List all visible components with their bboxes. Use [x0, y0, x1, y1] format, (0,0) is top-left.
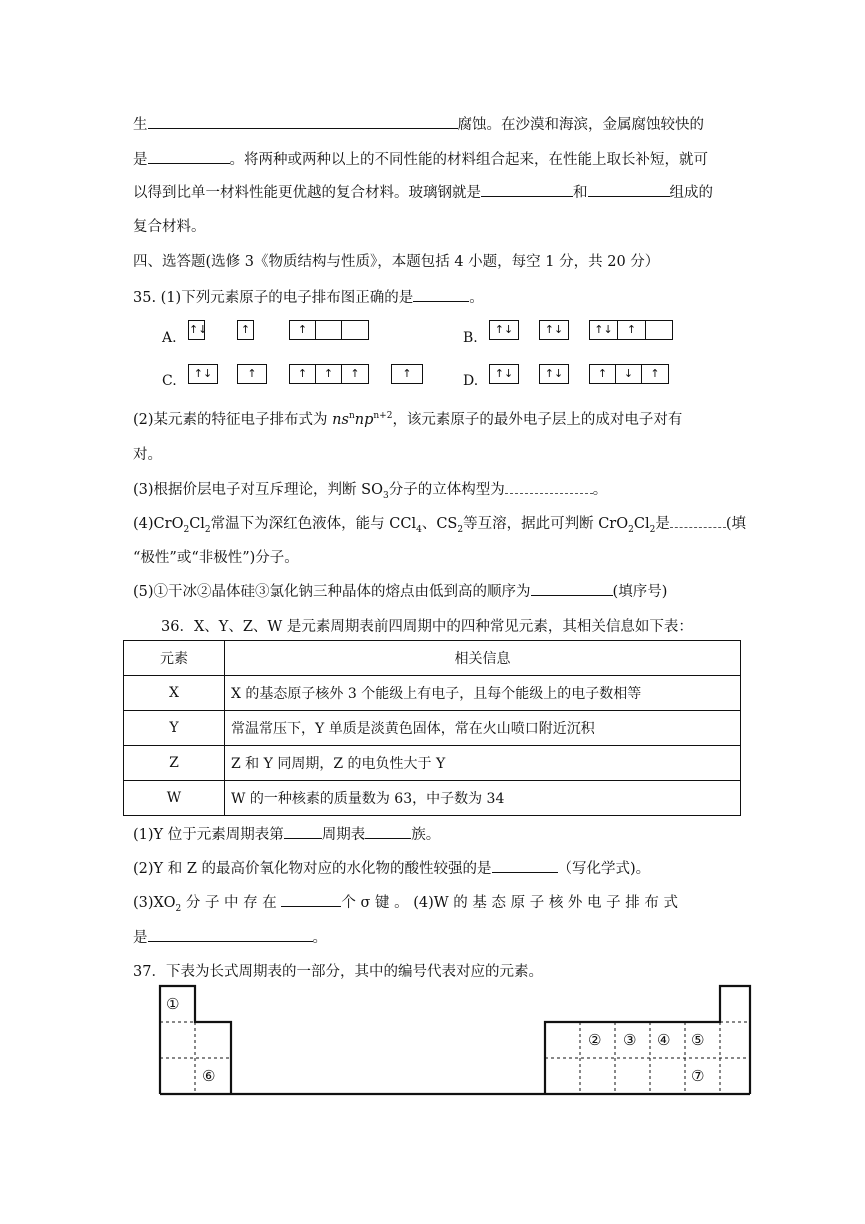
q35-part3: (3)根据价层电子对互斥理论，判断 $SO_3$分子的立体构型为 。 [133, 478, 607, 501]
element-label-2: ② [588, 1031, 602, 1049]
orbital-box: ↑ [237, 320, 254, 340]
table-cell: Z 和 Y 同周期，Z 的电负性大于 Y [225, 746, 741, 781]
q35-stem: 35. (1)下列元素原子的电子排布图正确的是 。 [133, 286, 484, 307]
table-cell: X 的基态原子核外 3 个能级上有电子，且每个能级上的电子数相等 [225, 676, 741, 711]
text-line-3: 以得到比单一材料性能更优越的复合材料。玻璃钢就是 和 组成的 [133, 181, 713, 202]
element-label-7: ⑦ [691, 1067, 705, 1085]
q36-stem: 36．X、Y、Z、W 是元素周期表前四周期中的四种常见元素，其相关信息如下表： [161, 619, 693, 635]
q37-stem: 37．下表为长式周期表的一部分，其中的编号代表对应的元素。 [133, 964, 543, 980]
header-cell: 元素 [124, 641, 225, 676]
table-cell: W [124, 781, 225, 816]
orbital-box: ↑↓ [489, 364, 519, 384]
table-cell: X [124, 676, 225, 711]
q35-part5: (5)①干冰②晶体硅③氯化钠三种晶体的熔点由低到高的顺序为 (填序号) [133, 580, 667, 601]
q35-part2: (2)某元素的特征电子排布式为 $ns^nnp^{n+2}$，该元素原子的最外电子层上的成对电子对有 [133, 411, 683, 428]
table-cell: 常温常压下，Y 单质是淡黄色固体，常在火山喷口附近沉积 [225, 711, 741, 746]
q36-part3-cont: 是 。 [133, 926, 327, 947]
table-cell: Z [124, 746, 225, 781]
element-label-3: ③ [623, 1031, 637, 1049]
q35-part4-cont: “极性”或“非极性”)分子。 [133, 550, 299, 566]
option-c-label: C. [162, 373, 177, 389]
orbital-box: ↑ ↑ ↑ [289, 364, 369, 384]
orbital-box: ↑↓ [188, 320, 205, 340]
orbital-box: ↑ [289, 320, 369, 340]
header-cell: 相关信息 [225, 641, 741, 676]
text-line-2: 是 。将两种或两种以上的不同性能的材料组合起来，在性能上取长补短，就可 [133, 148, 708, 169]
orbital-box: ↑↓ [539, 320, 569, 340]
text-line-1: 生 腐蚀。在沙漠和海滨，金属腐蚀较快的 [133, 113, 704, 134]
element-label-6: ⑥ [202, 1067, 216, 1085]
option-a-label: A. [162, 330, 177, 346]
q36-part1: (1)Y 位于元素周期表第 周期表 族。 [133, 823, 440, 844]
element-label-5: ⑤ [691, 1031, 705, 1049]
table-cell: W 的一种核素的质量数为 63，中子数为 34 [225, 781, 741, 816]
text-line-4: 复合材料。 [133, 219, 206, 235]
section-heading: 四、选答题(选修 3《物质结构与性质》，本题包括 4 小题，每空 1 分，共 20 分） [133, 254, 660, 270]
table-cell: Y [124, 711, 225, 746]
orbital-box: ↑↓ [188, 364, 218, 384]
q35-part2-cont: 对。 [133, 447, 162, 463]
orbital-box: ↑↓ [539, 364, 569, 384]
orbital-box: ↑ ↓ ↑ [589, 364, 669, 384]
option-b-label: B. [463, 330, 478, 346]
q36-part2: (2)Y 和 Z 的最高价氧化物对应的水化物的酸性较强的是 （写化学式)。 [133, 857, 650, 878]
orbital-box: ↑ [237, 364, 267, 384]
element-label-1: ① [166, 995, 180, 1013]
orbital-box: ↑↓ [489, 320, 519, 340]
q35-part4: $(4)CrO_2Cl_2$常温下为深红色液体，能与 CCl$_4$、$CS_2$等互溶，据此可判断 $CrO_2Cl_2$是 (填 [133, 512, 746, 535]
option-d-label: D. [463, 373, 479, 389]
element-label-4: ④ [657, 1031, 671, 1049]
orbital-box: ↑ [391, 364, 423, 384]
q36-part3: $(3)XO_2$ 分 子 中 存 在 个 σ 键 。 (4)W 的 基 态 原 子 核 外 电 子 排 布 式 [133, 891, 678, 914]
orbital-box: ↑↓ ↑ [589, 320, 673, 340]
